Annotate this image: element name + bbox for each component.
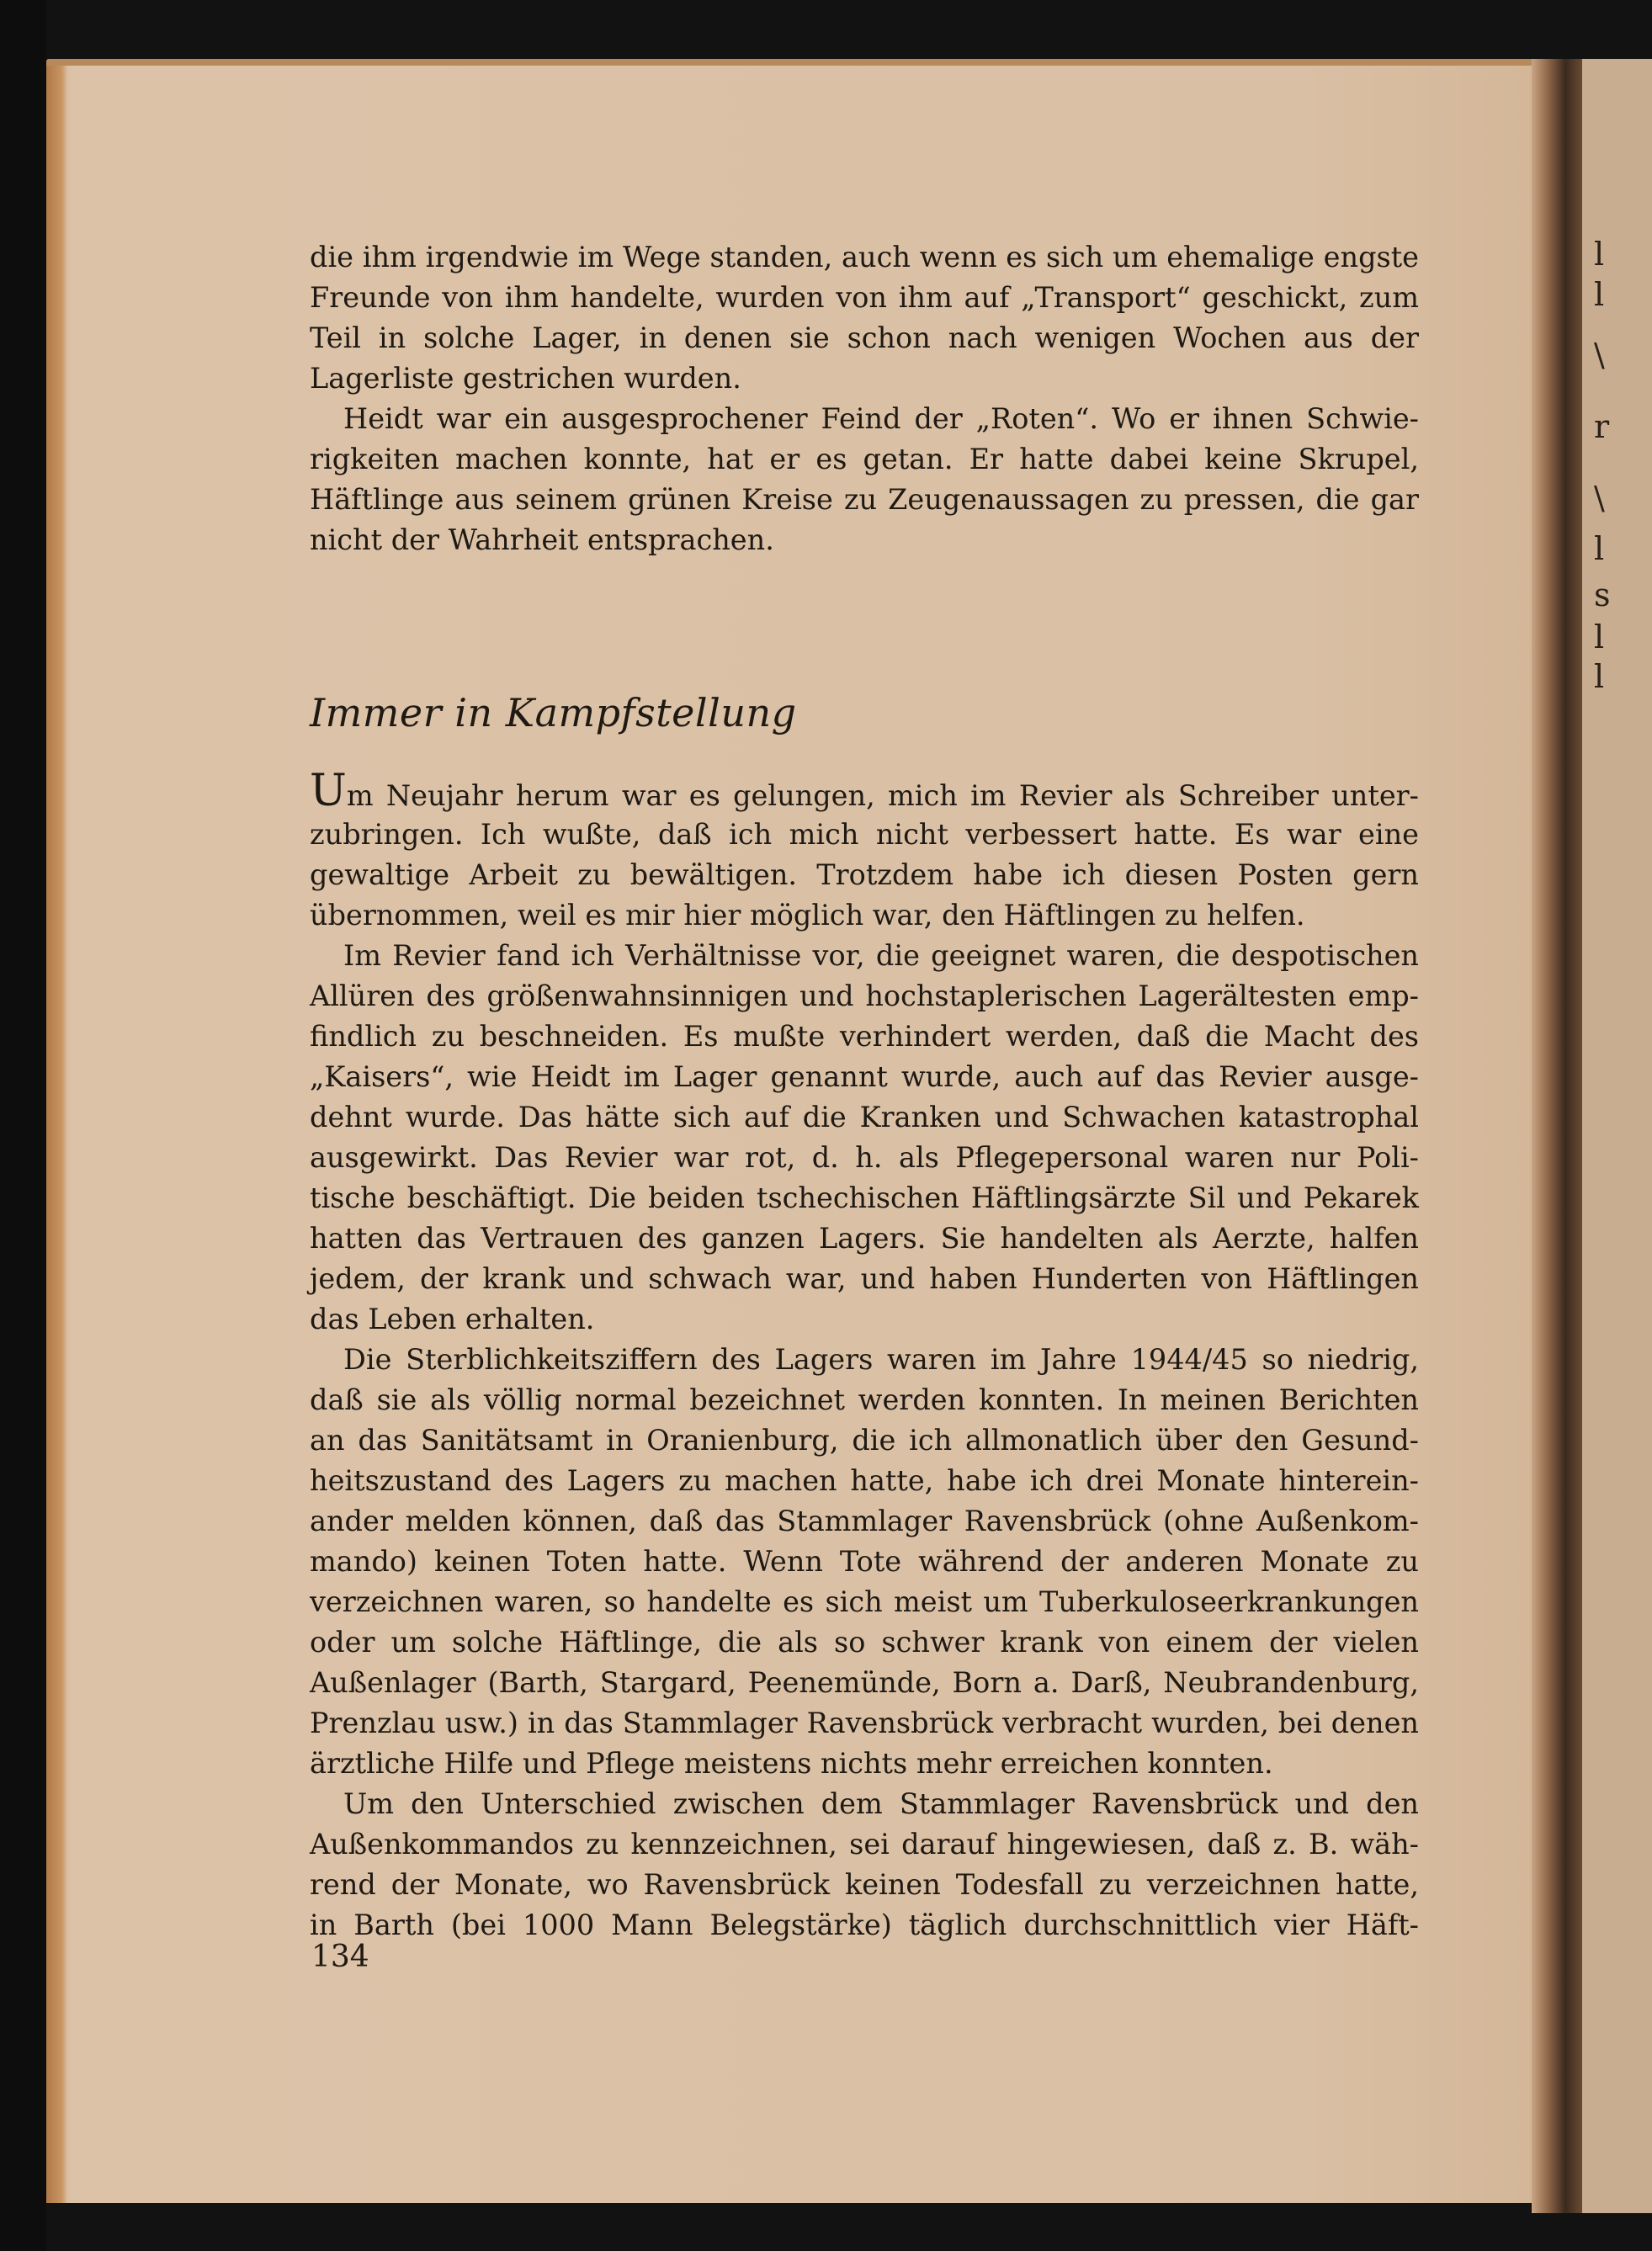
text-line: Lagerliste gestrichen wurden. [310, 362, 741, 395]
next-page-fragment: \ [1594, 480, 1605, 517]
text-line: rend der Monate, wo Ravensbrück keinen Todesfall zu verzeichnen hatte, [310, 1868, 1419, 1901]
next-page-fragment: l [1594, 658, 1605, 695]
drop-cap: U [310, 766, 347, 816]
text-line: die ihm irgendwie im Wege standen, auch wenn es sich um ehemalige engste [310, 241, 1419, 273]
text-line: Prenzlau usw.) in das Stammlager Ravensbrück verbracht wurden, bei denen [310, 1707, 1419, 1739]
text-line: Außenlager (Barth, Stargard, Peenemünde, Born a. Darß, Neubrandenburg, [310, 1666, 1419, 1699]
next-page-fragment: r [1594, 408, 1610, 445]
scan-background [0, 0, 46, 2251]
text-line: ausgewirkt. Das Revier war rot, d. h. als Pflegepersonal waren nur Poli- [310, 1141, 1419, 1174]
text-line: tische beschäftigt. Die beiden tschechischen Häftlingsärzte Sil und Pekarek [310, 1181, 1419, 1214]
text-line: verzeichnen waren, so handelte es sich meist um Tuberkuloseerkrankungen [310, 1585, 1419, 1618]
text-line: jedem, der krank und schwach war, und haben Hunderten von Häftlingen [310, 1262, 1419, 1295]
text-line: Im Revier fand ich Verhältnisse vor, die geeignet waren, die despotischen [343, 939, 1419, 972]
book-gutter [1532, 59, 1582, 2213]
text-line: ärztliche Hilfe und Pflege meistens nichts mehr erreichen konnten. [310, 1747, 1273, 1780]
text-line: nicht der Wahrheit entsprachen. [310, 523, 774, 556]
page-number: 134 [311, 1940, 369, 1974]
text-line: Außenkommandos zu kennzeichnen, sei darauf hingewiesen, daß z. B. wäh- [310, 1828, 1419, 1861]
text-line: das Leben erhalten. [310, 1303, 595, 1335]
next-page-fragment: \ [1594, 337, 1605, 374]
next-page-fragment: l [1594, 276, 1605, 313]
first-line [310, 766, 1419, 816]
text-line: an das Sanitätsamt in Oranienburg, die ich allmonatlich über den Gesund- [310, 1424, 1419, 1457]
text-line: übernommen, weil es mir hier möglich war, den Häftlingen zu helfen. [310, 899, 1305, 932]
first-line-text: m Neujahr herum war es gelungen, mich im Revier als Schreiber unter- [346, 779, 1419, 812]
section-heading: Immer in Kampfstellung [310, 690, 797, 735]
next-page-fragment: l [1594, 618, 1605, 656]
text-line: Die Sterblichkeitsziffern des Lagers waren im Jahre 1944/45 so niedrig, [343, 1343, 1419, 1376]
text-line: Teil in solche Lager, in denen sie schon nach wenigen Wochen aus der [310, 321, 1419, 354]
text-line: Um den Unterschied zwischen dem Stammlager Ravensbrück und den [343, 1787, 1419, 1820]
page-left-edge [46, 66, 67, 2203]
text-line: dehnt wurde. Das hätte sich auf die Kranken und Schwachen katastrophal [310, 1101, 1419, 1133]
text-line: oder um solche Häftlinge, die als so schwer krank von einem der vielen [310, 1626, 1419, 1659]
text-line: findlich zu beschneiden. Es mußte verhindert werden, daß die Macht des [310, 1020, 1419, 1053]
text-line: Allüren des größenwahnsinnigen und hochstaplerischen Lagerältesten emp- [310, 980, 1419, 1012]
text-line: zubringen. Ich wußte, daß ich mich nicht verbessert hatte. Es war eine [310, 818, 1419, 851]
text-line: rigkeiten machen konnte, hat er es getan. Er hatte dabei keine Skrupel, [310, 443, 1419, 475]
text-line: „Kaisers“, wie Heidt im Lager genannt wurde, auch auf das Revier ausge- [310, 1060, 1419, 1093]
text-line: mando) keinen Toten hatte. Wenn Tote während der anderen Monate zu [310, 1545, 1419, 1578]
text-line: daß sie als völlig normal bezeichnet werden konnten. In meinen Berichten [310, 1383, 1419, 1416]
text-line: gewaltige Arbeit zu bewältigen. Trotzdem habe ich diesen Posten gern [310, 858, 1419, 891]
text-line: Häftlinge aus seinem grünen Kreise zu Zeugenaussagen zu pressen, die gar [310, 483, 1419, 516]
next-page-fragment: l [1594, 530, 1605, 567]
text-line: Heidt war ein ausgesprochener Feind der „Roten“. Wo er ihnen Schwie- [343, 402, 1419, 435]
text-line: heitszustand des Lagers zu machen hatte, habe ich drei Monate hinterein- [310, 1464, 1419, 1497]
next-page-fragment: l [1594, 236, 1605, 273]
text-line: hatten das Vertrauen des ganzen Lagers. Sie handelten als Aerzte, halfen [310, 1222, 1419, 1255]
next-page-edge [1582, 59, 1652, 2213]
text-line: Freunde von ihm handelte, wurden von ihm auf „Transport“ geschickt, zum [310, 281, 1419, 314]
previous-section-text [310, 237, 1419, 560]
section-body [310, 766, 1419, 1946]
next-page-fragment: s [1594, 576, 1611, 613]
text-line: in Barth (bei 1000 Mann Belegstärke) täglich durchschnittlich vier Häft- [310, 1909, 1419, 1941]
text-line: ander melden können, daß das Stammlager Ravensbrück (ohne Außenkom- [310, 1505, 1419, 1537]
